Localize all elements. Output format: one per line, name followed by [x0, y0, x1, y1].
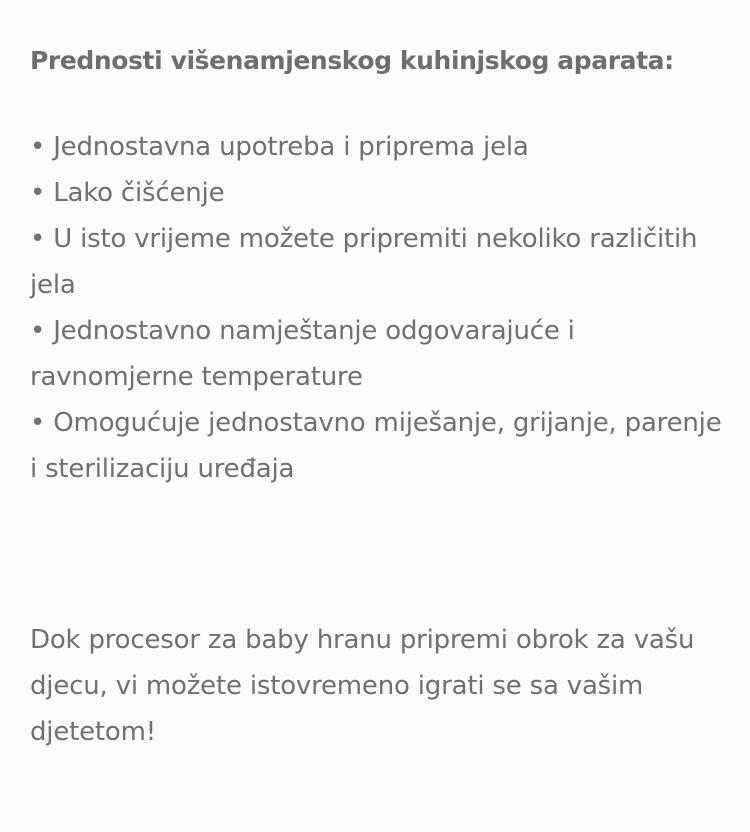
description-block	[30, 40, 730, 492]
benefit-item: • Jednostavno namještanje odgovarajuće i ravnomjerne temperature	[30, 308, 730, 400]
benefit-item: • Jednostavna upotreba i priprema jela	[30, 124, 730, 170]
closing-paragraph: Dok procesor za baby hranu pripremi obrok za vašu djecu, vi možete istovremeno igrati se sa vašim djetetom!	[30, 625, 695, 747]
benefit-item: • U isto vrijeme možete pripremiti nekoliko različitih jela	[30, 216, 730, 308]
benefit-item: • Omogućuje jednostavno miješanje, grijanje, parenje i sterilizaciju uređaja	[30, 400, 730, 492]
benefits-list	[30, 124, 730, 492]
benefit-item: • Lako čišćenje	[30, 170, 730, 216]
section-heading: Prednosti višenamjenskog kuhinjskog aparata:	[30, 46, 674, 75]
